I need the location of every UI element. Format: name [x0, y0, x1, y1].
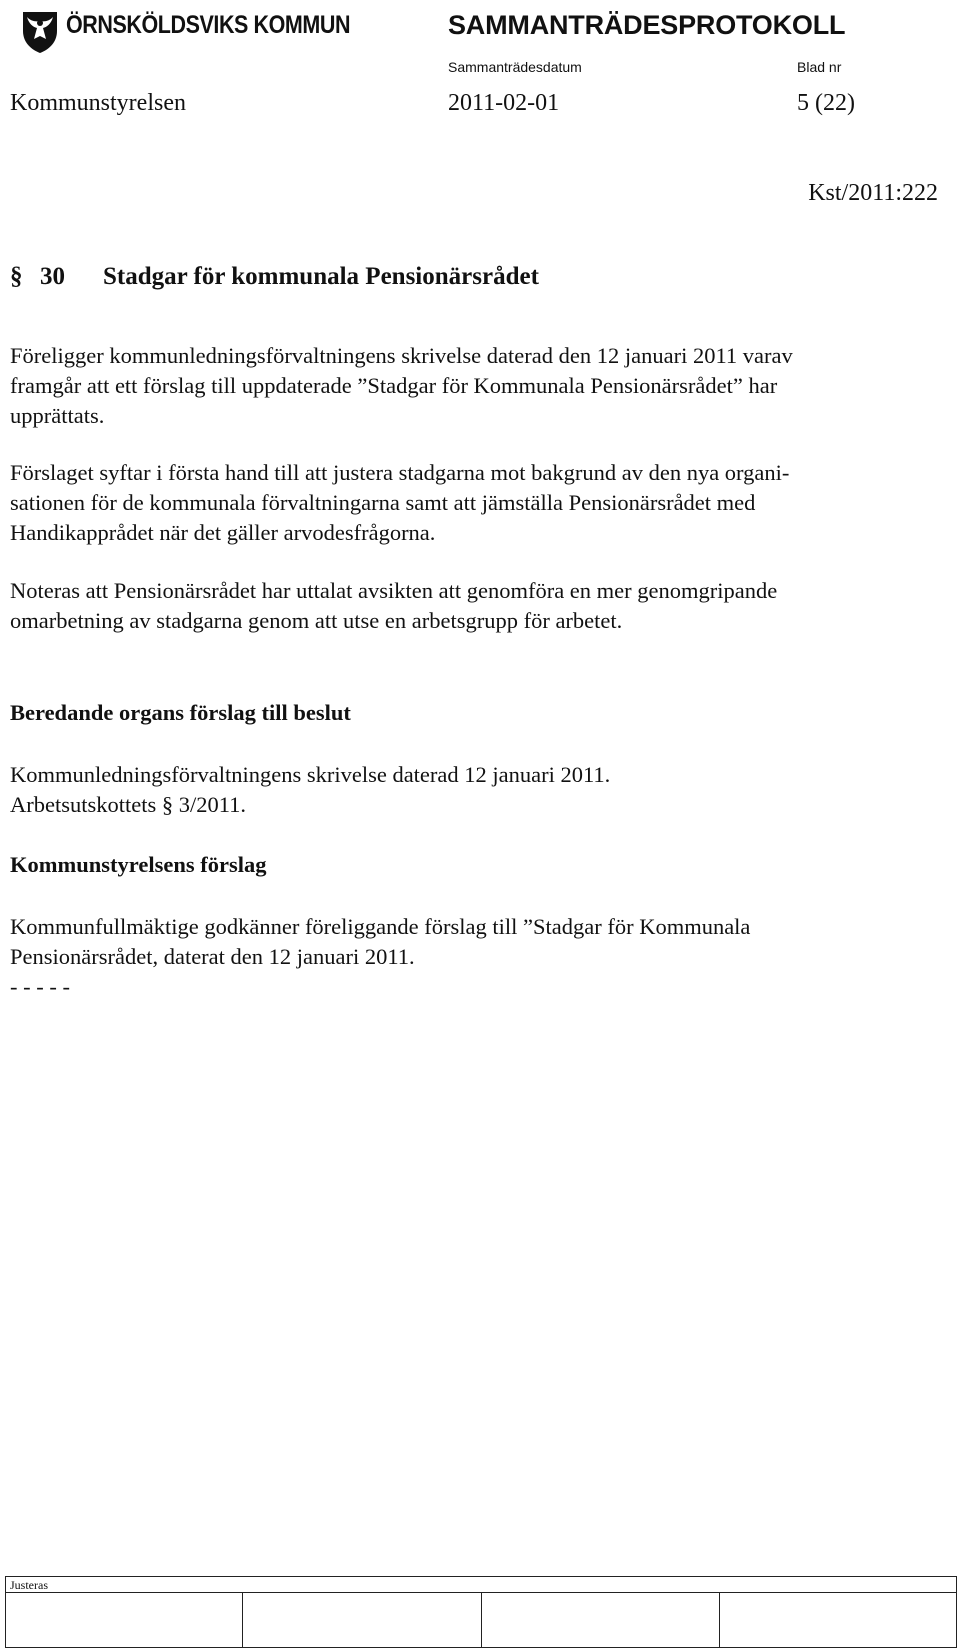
- meeting-date: 2011-02-01: [448, 90, 560, 116]
- paragraph-line: Föreligger kommunledningsförvaltningens skrivelse daterad den 12 januari 2011 varav: [10, 343, 793, 368]
- paragraph-1: [10, 341, 793, 431]
- page-number: 5 (22): [797, 90, 855, 116]
- section-symbol: §: [10, 263, 23, 290]
- paragraph-line: Pensionärsrådet, daterat den 12 januari 2011.: [10, 944, 415, 969]
- adjustment-label: Justeras: [10, 1578, 48, 1592]
- paragraph-line: sationen för de kommunala förvaltningarna samt att jämställa Pensionärsrådet med: [10, 490, 756, 515]
- signature-cell: [720, 1593, 957, 1648]
- paragraph-line: framgår att ett förslag till uppdaterade ”Stadgar för Kommunala Pensionärsrådet” har: [10, 373, 778, 398]
- preparatory-body: [10, 760, 610, 820]
- preparatory-heading: Beredande organs förslag till beslut: [10, 700, 351, 725]
- municipal-crest-icon: [20, 9, 60, 55]
- section-number: 30: [40, 263, 65, 290]
- signature-cell: [5, 1593, 243, 1648]
- org-name: ÖRNSKÖLDSVIKS KOMMUN: [66, 11, 351, 39]
- closing-dashes: - - - - -: [10, 974, 70, 999]
- signature-cell: [243, 1593, 481, 1648]
- paragraph-line: upprättats.: [10, 403, 105, 428]
- document-type: SAMMANTRÄDESPROTOKOLL: [448, 10, 846, 40]
- case-id: Kst/2011:222: [808, 180, 938, 206]
- paragraph-line: Noteras att Pensionärsrådet har uttalat avsikten att genomföra en mer genomgripande: [10, 578, 778, 603]
- paragraph-line: Arbetsutskottets § 3/2011.: [10, 792, 247, 817]
- signature-cells: [5, 1592, 957, 1648]
- section-heading: [10, 263, 539, 291]
- paragraph-line: Handikapprådet när det gäller arvodesfrågorna.: [10, 520, 436, 545]
- paragraph-line: Kommunledningsförvaltningens skrivelse daterad 12 januari 2011.: [10, 762, 611, 787]
- section-title: Stadgar för kommunala Pensionärsrådet: [103, 263, 539, 290]
- proposal-heading: Kommunstyrelsens förslag: [10, 852, 267, 877]
- paragraph-3: [10, 576, 777, 636]
- paragraph-line: omarbetning av stadgarna genom att utse en arbetsgrupp för arbetet.: [10, 608, 623, 633]
- page-number-label: Blad nr: [797, 59, 842, 75]
- proposal-body: [10, 912, 750, 1002]
- meeting-date-label: Sammanträdesdatum: [448, 59, 582, 75]
- paragraph-2: [10, 458, 789, 548]
- committee-name: Kommunstyrelsen: [10, 90, 186, 116]
- paragraph-line: Kommunfullmäktige godkänner föreliggande förslag till ”Stadgar för Kommunala: [10, 914, 751, 939]
- paragraph-line: Förslaget syftar i första hand till att justera stadgarna mot bakgrund av den nya organi-: [10, 460, 790, 485]
- signature-cell: [482, 1593, 720, 1648]
